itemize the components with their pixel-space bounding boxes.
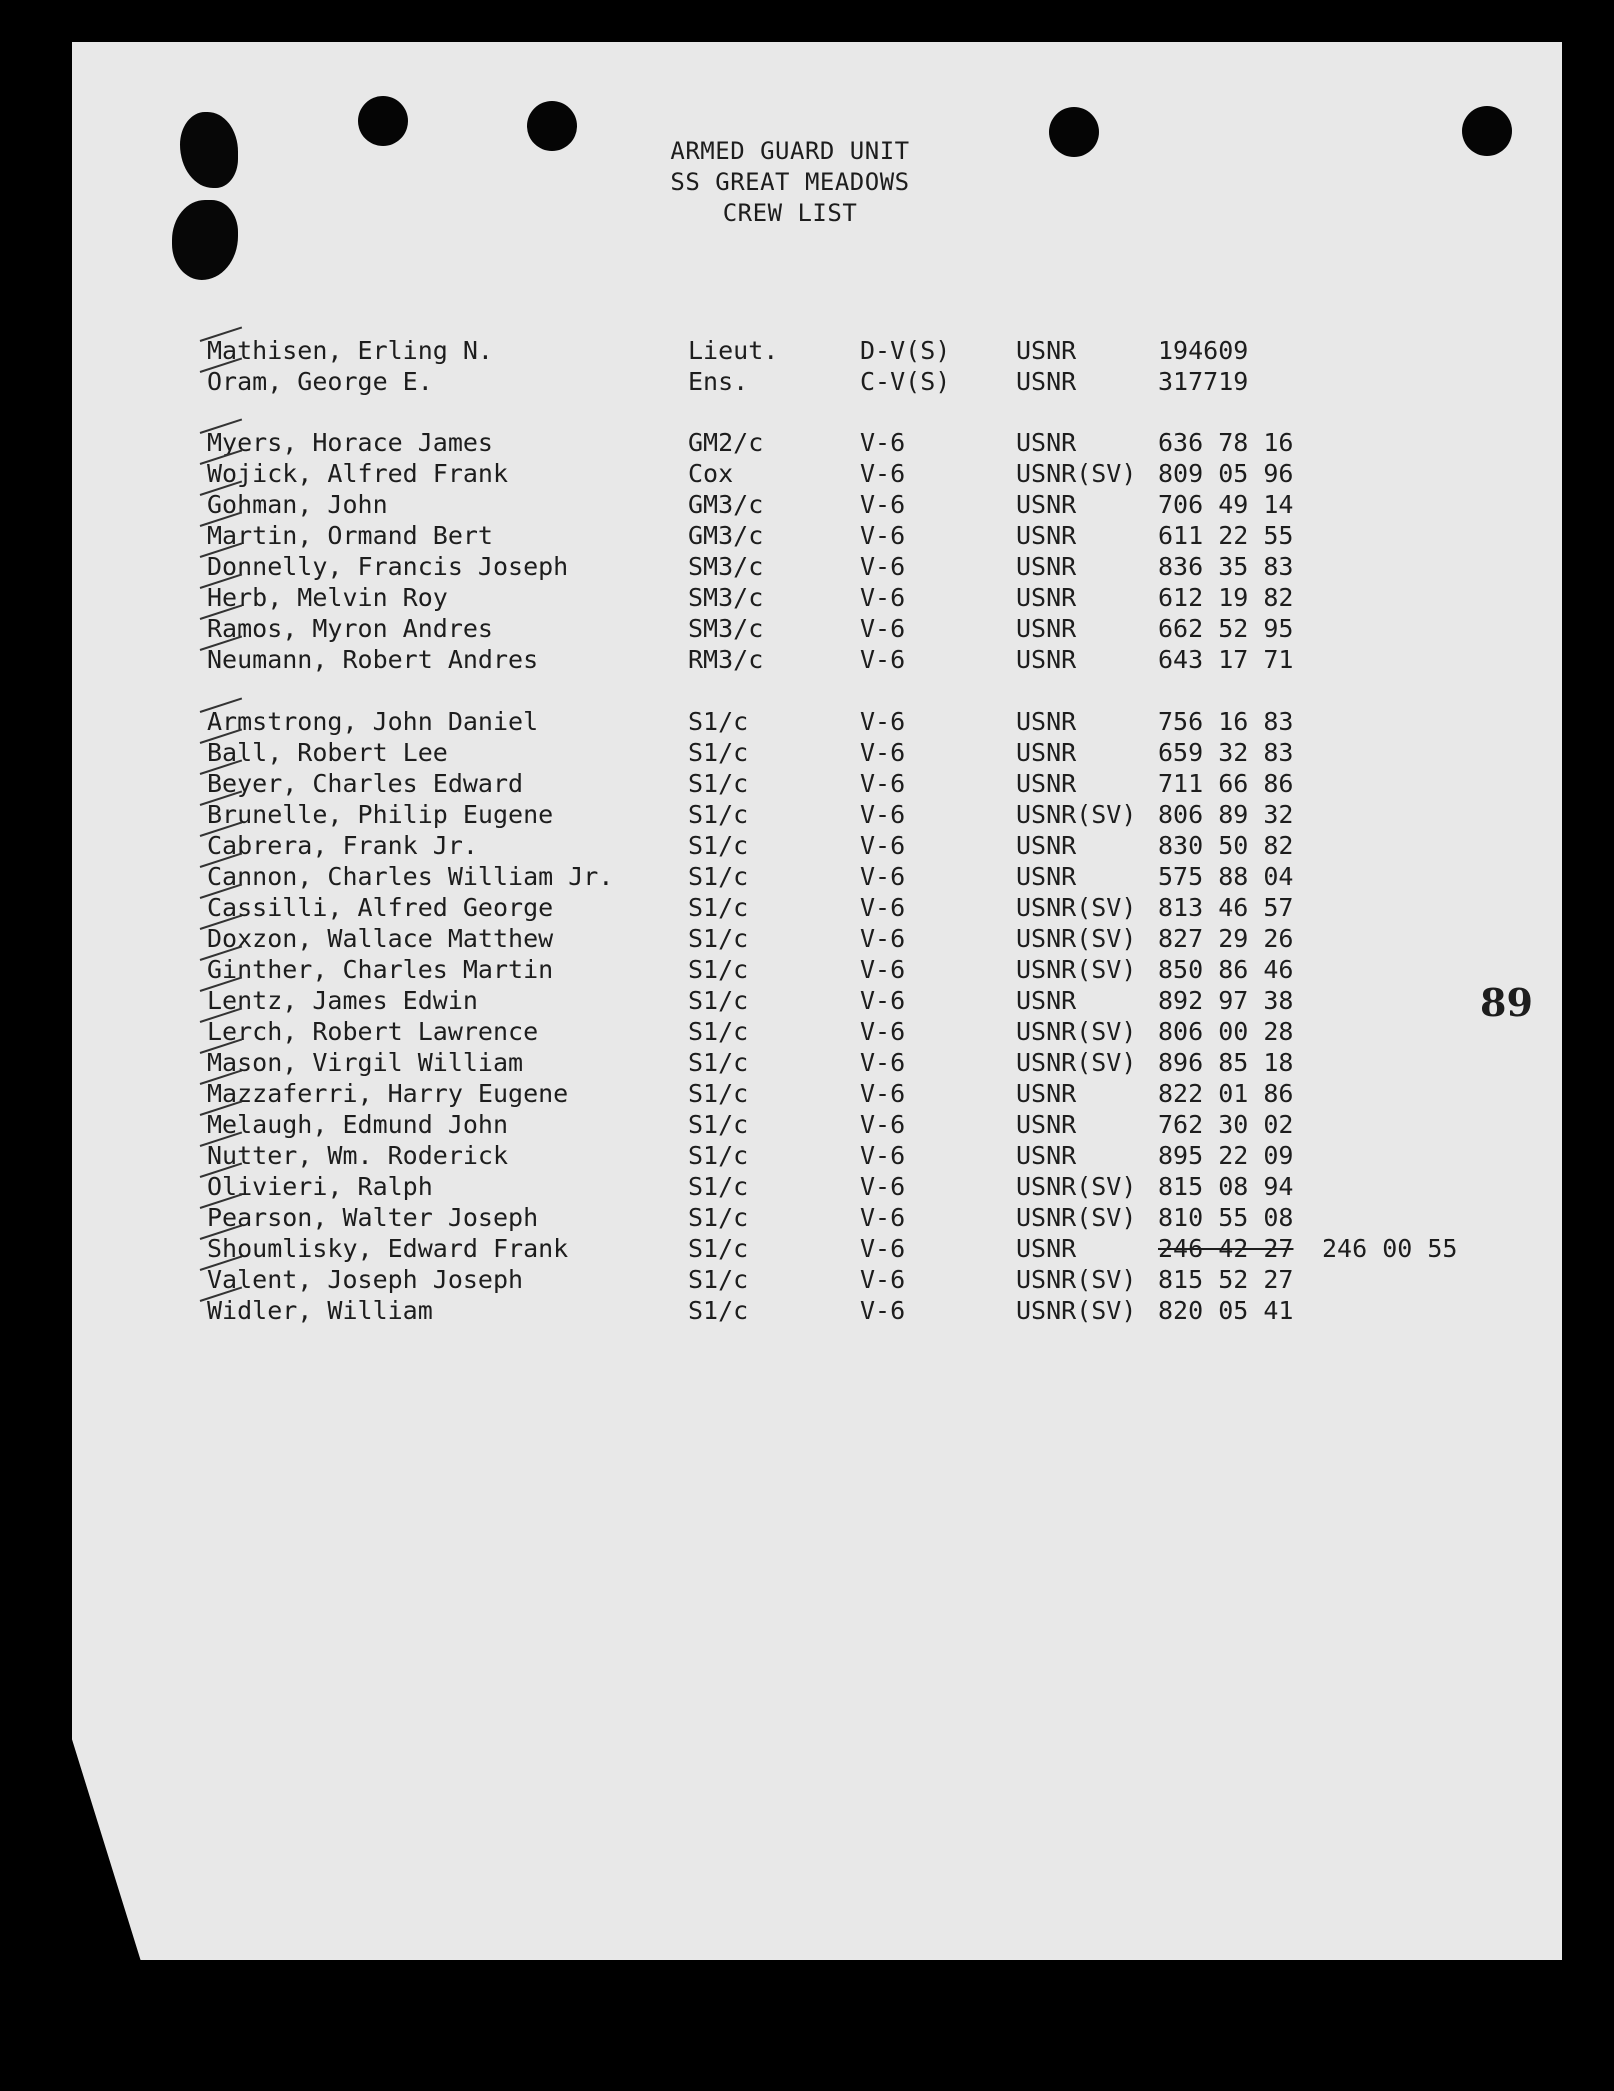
crew-class: V-6	[860, 831, 906, 860]
document-header	[560, 136, 1020, 229]
crew-rank: S1/c	[688, 738, 749, 767]
crew-branch: USNR	[1016, 1234, 1077, 1263]
crew-branch: USNR(SV)	[1016, 459, 1137, 488]
crew-class: V-6	[860, 955, 906, 984]
header-ship: SS GREAT MEADOWS	[670, 168, 910, 196]
crew-class: V-6	[860, 893, 906, 922]
crew-name: Olivieri, Ralph	[207, 1172, 433, 1201]
crew-rank: S1/c	[688, 862, 749, 891]
service-number: 813 46 57	[1158, 893, 1294, 922]
crew-name: Nutter, Wm. Roderick	[207, 1141, 509, 1170]
crew-class: V-6	[860, 924, 906, 953]
service-number: 643 17 71	[1158, 645, 1294, 674]
crew-class: V-6	[860, 769, 906, 798]
service-number: 810 55 08	[1158, 1203, 1294, 1232]
crew-branch: USNR	[1016, 1079, 1077, 1108]
crew-branch: USNR	[1016, 707, 1077, 736]
crew-rank: S1/c	[688, 769, 749, 798]
service-number: 611 22 55	[1158, 521, 1294, 550]
crew-name: Martin, Ormand Bert	[207, 521, 493, 550]
crew-name: Ramos, Myron Andres	[207, 614, 493, 643]
crew-rank: S1/c	[688, 1203, 749, 1232]
crew-class: V-6	[860, 1265, 906, 1294]
crew-name: Donnelly, Francis Joseph	[207, 552, 569, 581]
crew-rank: S1/c	[688, 1017, 749, 1046]
page-number: 89	[1480, 980, 1533, 1025]
crew-rank: S1/c	[688, 1265, 749, 1294]
crew-rank: S1/c	[688, 1172, 749, 1201]
crew-branch: USNR	[1016, 738, 1077, 767]
crew-branch: USNR	[1016, 831, 1077, 860]
crew-class: V-6	[860, 1141, 906, 1170]
crew-name: Wojick, Alfred Frank	[207, 459, 509, 488]
service-number: 662 52 95	[1158, 614, 1294, 643]
service-number: 711 66 86	[1158, 769, 1294, 798]
service-number: 827 29 26	[1158, 924, 1294, 953]
crew-class: V-6	[860, 521, 906, 550]
crew-branch: USNR	[1016, 552, 1077, 581]
service-number: 806 00 28	[1158, 1017, 1294, 1046]
crew-class: C-V(S)	[860, 367, 951, 396]
crew-rank: Lieut.	[688, 336, 779, 365]
crew-class: V-6	[860, 707, 906, 736]
service-number: 896 85 18	[1158, 1048, 1294, 1077]
crew-rank: S1/c	[688, 831, 749, 860]
crew-rank: Ens.	[688, 367, 749, 396]
crew-rank: S1/c	[688, 1079, 749, 1108]
crew-rank: S1/c	[688, 1296, 749, 1325]
punch-hole	[1462, 106, 1512, 156]
crew-name: Herb, Melvin Roy	[207, 583, 448, 612]
crew-branch: USNR(SV)	[1016, 955, 1137, 984]
service-number: 612 19 82	[1158, 583, 1294, 612]
crew-class: V-6	[860, 1234, 906, 1263]
crew-name: Cannon, Charles William Jr.	[207, 862, 614, 891]
crew-branch: USNR	[1016, 614, 1077, 643]
service-number: 659 32 83	[1158, 738, 1294, 767]
crew-name: Ball, Robert Lee	[207, 738, 448, 767]
punch-hole	[1049, 107, 1099, 157]
crew-class: V-6	[860, 738, 906, 767]
crew-class: D-V(S)	[860, 336, 951, 365]
crew-rank: SM3/c	[688, 583, 764, 612]
crew-rank: S1/c	[688, 707, 749, 736]
crew-rank: S1/c	[688, 800, 749, 829]
crew-rank: SM3/c	[688, 614, 764, 643]
crew-branch: USNR(SV)	[1016, 1048, 1137, 1077]
crew-name: Pearson, Walter Joseph	[207, 1203, 539, 1232]
service-number: 762 30 02	[1158, 1110, 1294, 1139]
crew-name: Mathisen, Erling N.	[207, 336, 493, 365]
header-list-title: CREW LIST	[722, 199, 858, 227]
crew-rank: S1/c	[688, 1110, 749, 1139]
crew-branch: USNR(SV)	[1016, 924, 1137, 953]
crew-class: V-6	[860, 1203, 906, 1232]
crew-class: V-6	[860, 583, 906, 612]
crew-name: Lerch, Robert Lawrence	[207, 1017, 539, 1046]
crew-name: Oram, George E.	[207, 367, 433, 396]
crew-name: Melaugh, Edmund John	[207, 1110, 509, 1139]
service-number: 575 88 04	[1158, 862, 1294, 891]
service-number: 850 86 46	[1158, 955, 1294, 984]
crew-name: Widler, William	[207, 1296, 433, 1325]
service-number: 809 05 96	[1158, 459, 1294, 488]
crew-class: V-6	[860, 1048, 906, 1077]
crew-branch: USNR(SV)	[1016, 800, 1137, 829]
crew-class: V-6	[860, 862, 906, 891]
crew-name: Beyer, Charles Edward	[207, 769, 524, 798]
crew-name: Gohman, John	[207, 490, 388, 519]
crew-rank: S1/c	[688, 1048, 749, 1077]
crew-name: Brunelle, Philip Eugene	[207, 800, 554, 829]
crew-class: V-6	[860, 800, 906, 829]
service-number: 756 16 83	[1158, 707, 1294, 736]
crew-rank: S1/c	[688, 955, 749, 984]
crew-branch: USNR	[1016, 1110, 1077, 1139]
crew-branch: USNR(SV)	[1016, 1265, 1137, 1294]
crew-rank: GM2/c	[688, 428, 764, 457]
crew-rank: GM3/c	[688, 521, 764, 550]
crew-class: V-6	[860, 986, 906, 1015]
crew-class: V-6	[860, 459, 906, 488]
crew-name: Armstrong, John Daniel	[207, 707, 539, 736]
crew-rank: RM3/c	[688, 645, 764, 674]
service-number: 806 89 32	[1158, 800, 1294, 829]
crew-rank: SM3/c	[688, 552, 764, 581]
crew-name: Doxzon, Wallace Matthew	[207, 924, 554, 953]
crew-name: Shoumlisky, Edward Frank	[207, 1234, 569, 1263]
crew-branch: USNR	[1016, 521, 1077, 550]
crew-name: Neumann, Robert Andres	[207, 645, 539, 674]
crew-name: Cassilli, Alfred George	[207, 893, 554, 922]
punch-hole	[358, 96, 408, 146]
service-number-corrected: 246 00 55	[1322, 1234, 1458, 1263]
crew-class: V-6	[860, 1172, 906, 1201]
service-number: 194609	[1158, 336, 1249, 365]
crew-class: V-6	[860, 645, 906, 674]
service-number: 895 22 09	[1158, 1141, 1294, 1170]
service-number: 815 08 94	[1158, 1172, 1294, 1201]
service-number: 820 05 41	[1158, 1296, 1294, 1325]
crew-branch: USNR	[1016, 769, 1077, 798]
crew-branch: USNR	[1016, 336, 1077, 365]
crew-name: Lentz, James Edwin	[207, 986, 478, 1015]
crew-rank: S1/c	[688, 1141, 749, 1170]
service-number: 892 97 38	[1158, 986, 1294, 1015]
crew-class: V-6	[860, 1296, 906, 1325]
crew-class: V-6	[860, 1017, 906, 1046]
crew-branch: USNR(SV)	[1016, 1203, 1137, 1232]
service-number: 836 35 83	[1158, 552, 1294, 581]
crew-branch: USNR	[1016, 490, 1077, 519]
crew-class: V-6	[860, 1110, 906, 1139]
crew-branch: USNR(SV)	[1016, 1296, 1137, 1325]
crew-rank: GM3/c	[688, 490, 764, 519]
crew-branch: USNR(SV)	[1016, 1172, 1137, 1201]
service-number-struck: 246 42 27	[1158, 1234, 1294, 1263]
crew-class: V-6	[860, 490, 906, 519]
crew-branch: USNR	[1016, 428, 1077, 457]
crew-rank: S1/c	[688, 986, 749, 1015]
crew-class: V-6	[860, 614, 906, 643]
crew-branch: USNR(SV)	[1016, 1017, 1137, 1046]
crew-branch: USNR(SV)	[1016, 893, 1137, 922]
crew-name: Mason, Virgil William	[207, 1048, 524, 1077]
crew-rank: Cox	[688, 459, 734, 488]
crew-branch: USNR	[1016, 986, 1077, 1015]
crew-branch: USNR	[1016, 862, 1077, 891]
service-number: 317719	[1158, 367, 1249, 396]
service-number: 822 01 86	[1158, 1079, 1294, 1108]
crew-branch: USNR	[1016, 367, 1077, 396]
crew-name: Myers, Horace James	[207, 428, 493, 457]
service-number: 815 52 27	[1158, 1265, 1294, 1294]
service-number: 636 78 16	[1158, 428, 1294, 457]
crew-class: V-6	[860, 428, 906, 457]
crew-class: V-6	[860, 552, 906, 581]
crew-name: Ginther, Charles Martin	[207, 955, 554, 984]
crew-branch: USNR	[1016, 583, 1077, 612]
crew-name: Valent, Joseph Joseph	[207, 1265, 524, 1294]
crew-branch: USNR	[1016, 645, 1077, 674]
crew-name: Mazzaferri, Harry Eugene	[207, 1079, 569, 1108]
service-number: 830 50 82	[1158, 831, 1294, 860]
crew-rank: S1/c	[688, 924, 749, 953]
crew-branch: USNR	[1016, 1141, 1077, 1170]
crew-rank: S1/c	[688, 1234, 749, 1263]
header-unit: ARMED GUARD UNIT	[670, 137, 910, 165]
crew-name: Cabrera, Frank Jr.	[207, 831, 478, 860]
service-number: 706 49 14	[1158, 490, 1294, 519]
crew-class: V-6	[860, 1079, 906, 1108]
crew-rank: S1/c	[688, 893, 749, 922]
